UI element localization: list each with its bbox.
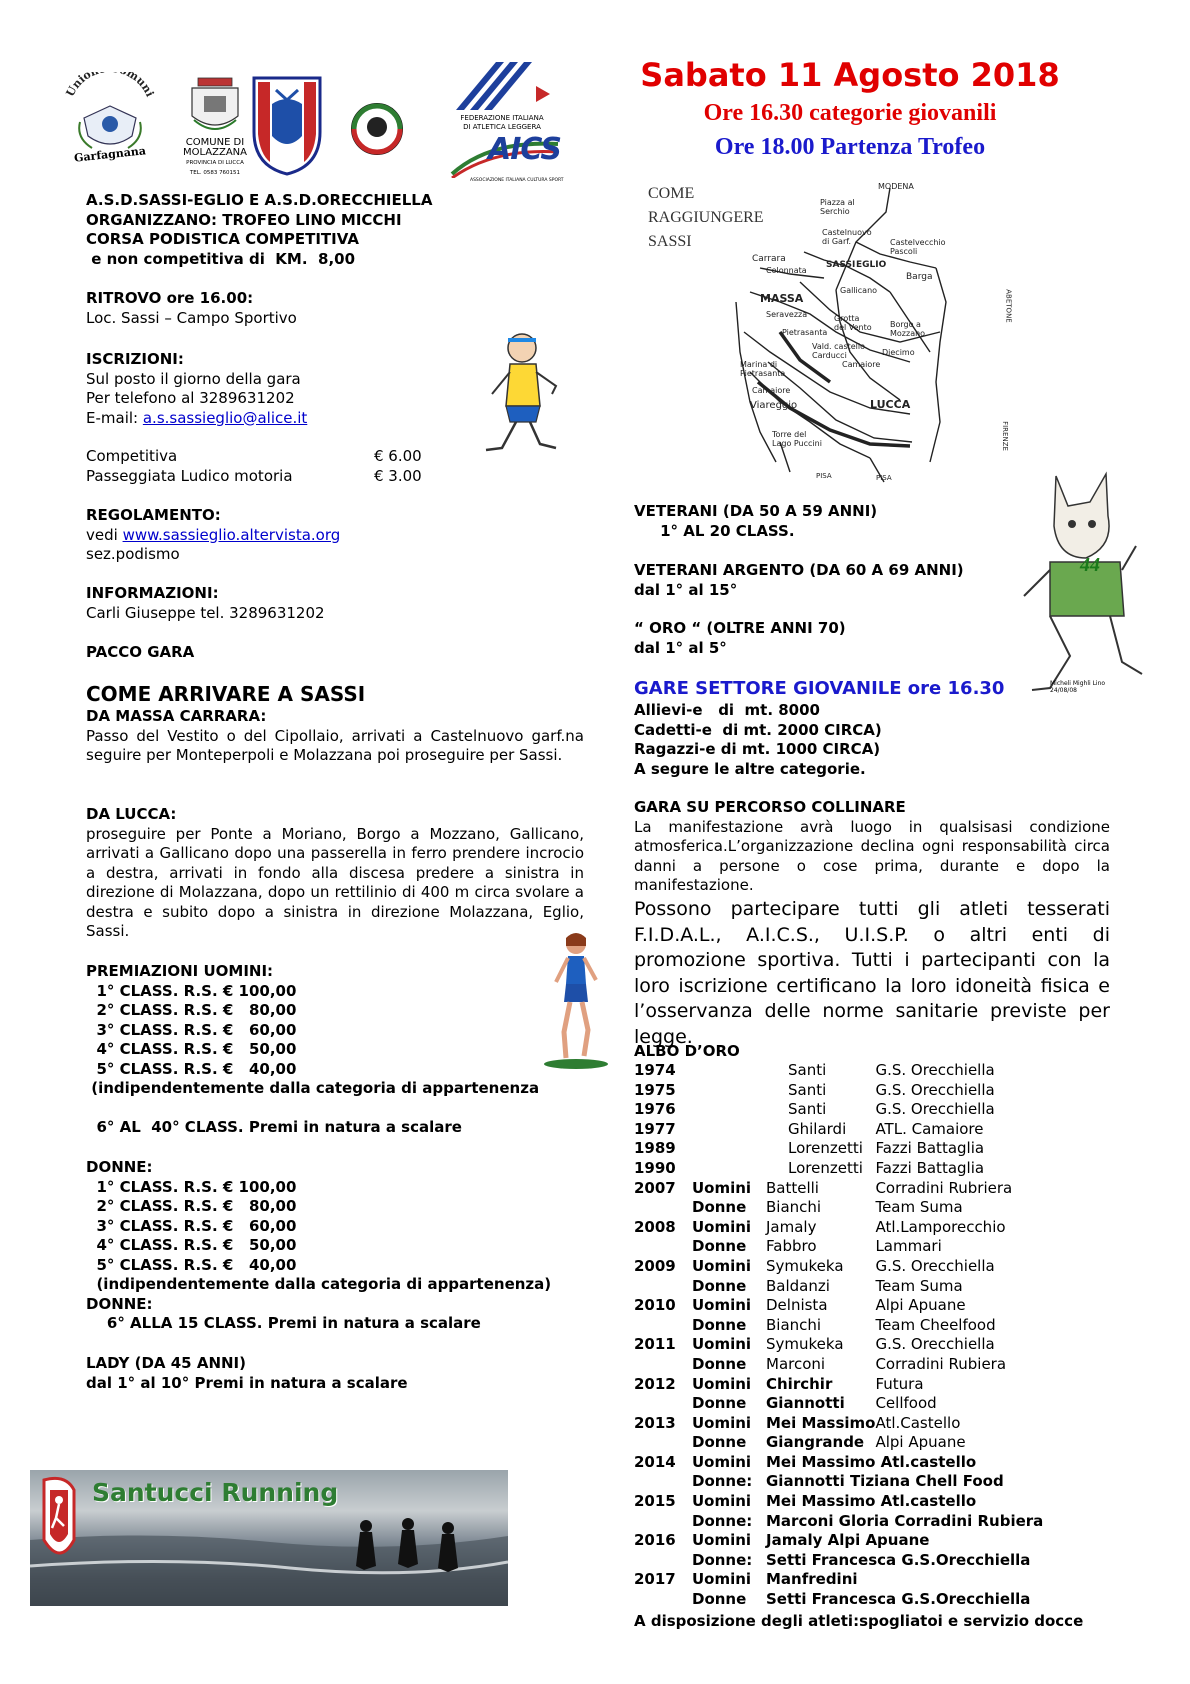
albo-year: [634, 1237, 692, 1257]
comune-line2: MOLAZZANA: [182, 147, 247, 158]
event-date: Sabato 11 Agosto 2018: [640, 56, 1060, 94]
iscrizioni-block: [86, 350, 307, 428]
albo-athlete: Manfredini: [766, 1570, 858, 1589]
albo-row: [634, 1218, 1075, 1238]
albo-athlete: Bianchi: [766, 1198, 822, 1217]
informazioni-block: [86, 584, 325, 623]
map-label: Grotta del Vento: [834, 314, 872, 332]
albo-category: Donne: [692, 1354, 747, 1373]
albo-year: [634, 1198, 692, 1218]
albo-team: G.S. Orecchiella: [875, 1080, 995, 1099]
indip-note: (indipendentemente dalla categoria di appartenenza: [86, 1079, 540, 1097]
map-label: Vald. castello Carducci: [812, 342, 866, 360]
map-label: Gallicano: [840, 286, 878, 295]
map-label: SASSI: [826, 260, 856, 270]
albo-team: Team Suma: [875, 1198, 963, 1217]
massa-block: [86, 707, 584, 766]
albo-category: Uomini: [692, 1492, 752, 1511]
albo-team: Lammari: [875, 1237, 942, 1256]
albo-year: 2017: [634, 1570, 676, 1589]
map-label: EGLIO: [856, 260, 887, 270]
giovanile-line: Allievi-e di mt. 8000: [634, 701, 820, 719]
albo-year: [634, 1472, 692, 1492]
albo-year: 2009: [634, 1256, 676, 1275]
regolamento-title: REGOLAMENTO:: [86, 506, 221, 524]
svg-text:Unione Comuni: [64, 72, 157, 99]
logo-aics: [450, 132, 564, 186]
albo-athlete: Chirchir: [766, 1374, 833, 1393]
albo-athlete: Marconi: [766, 1354, 826, 1373]
ritrovo-block: [86, 289, 297, 328]
lucca-title: DA LUCCA:: [86, 805, 177, 823]
logo-shield-emblem: [250, 74, 324, 176]
albo-team: Atl.Castello: [875, 1413, 961, 1432]
albo-oro-table: [634, 1061, 1075, 1610]
map-label: FIRENZE: [1000, 421, 1009, 451]
albo-row: [634, 1492, 1075, 1512]
fee-competitiva-value: € 6.00: [374, 447, 422, 465]
map-label: Camaiore: [752, 386, 791, 395]
regolamento-block: [86, 506, 340, 565]
albo-athlete: Santi: [788, 1100, 827, 1119]
oro-block: [634, 619, 846, 658]
prize-row: 4° CLASS. R.S. € 50,00: [86, 1236, 297, 1254]
albo-row: [634, 1316, 1075, 1336]
albo-row: [634, 1237, 1075, 1257]
albo-category: Donne: [692, 1237, 747, 1256]
argento-line: dal 1° al 15°: [634, 580, 738, 599]
albo-year: [634, 1316, 692, 1336]
albo-category: [692, 1061, 766, 1081]
albo-row: [634, 1100, 1075, 1120]
albo-year: 1974: [634, 1061, 676, 1079]
albo-year: [634, 1394, 692, 1414]
albo-athlete: Setti Francesca G.S.Orecchiella: [766, 1590, 1031, 1609]
partecipare-text: Possono partecipare tutti gli atleti tesserati F.I.D.A.L., A.I.C.S., U.I.S.P. o altri enti di promozione sportiva. Tutti i partecipanti con la loro iscrizione certificano la loro idoneità fisica e l’osservanza delle norme sanitarie previste per legge.: [634, 898, 1110, 1048]
map-label: Colonnata: [766, 266, 807, 275]
albo-category: Donne: [692, 1394, 747, 1413]
albo-year: 1976: [634, 1100, 676, 1119]
iscrizioni-line: Per telefono al 3289631202: [86, 389, 295, 407]
albo-team: G.S. Orecchiella: [875, 1335, 995, 1354]
map-label: Carrara: [752, 254, 786, 264]
albo-row: [634, 1139, 1075, 1159]
albo-athlete: Ghilardi: [788, 1119, 847, 1138]
indip-note: (indipendentemente dalla categoria di appartenenza): [86, 1275, 552, 1293]
albo-team: Corradini Rubiera: [875, 1354, 1007, 1373]
albo-category: Donne: [692, 1315, 747, 1334]
albo-category: Uomini: [692, 1335, 752, 1354]
albo-athlete: Giangrande: [766, 1433, 865, 1452]
email-label: E-mail:: [86, 408, 143, 427]
premiazioni-donne-block: [86, 1158, 551, 1334]
albo-team: Alpi Apuane: [875, 1296, 966, 1315]
oro-line: dal 1° al 5°: [634, 638, 727, 657]
albo-athlete: Marconi Gloria Corradini Rubiera: [766, 1511, 1044, 1530]
info-title: INFORMAZIONI:: [86, 584, 219, 602]
premiazioni-uomini-block: [86, 962, 539, 1099]
albo-athlete: Battelli: [766, 1178, 819, 1197]
unione-top-text: Unio muni: [63, 72, 157, 99]
email-line: [86, 409, 307, 429]
org-line: A.S.D.SASSI-EGLIO E A.S.D.ORECCHIELLA: [86, 191, 433, 209]
albo-athlete: Setti Francesca G.S.Orecchiella: [766, 1550, 1031, 1569]
map-label: Pietrasanta: [782, 328, 828, 337]
albo-row: [634, 1179, 1075, 1199]
prize-row: 2° CLASS. R.S. € 80,00: [86, 1197, 297, 1215]
albo-athlete: Lorenzetti: [788, 1139, 863, 1158]
albo-team: Fazzi Battaglia: [875, 1158, 985, 1177]
map-label: Barga: [906, 272, 933, 282]
collinare-text: La manifestazione avrà luogo in qualsisasi condizione atmosferica.L’organizzazione declina ogni responsabilità circa danni a persone o cose prima, durante e dopo la manifestazione.: [634, 817, 1110, 894]
map-label: PISA: [876, 474, 892, 482]
giovanile-line: A segure le altre categorie.: [634, 759, 866, 778]
veterani-title: VETERANI (DA 50 A 59 ANNI): [634, 502, 878, 520]
albo-row: [634, 1159, 1075, 1179]
mascot-caption: 24/08/08: [1050, 687, 1077, 694]
lucca-text: proseguire per Ponte a Moriano, Borgo a Mozzano, Gallicano, arrivati a Gallicano dopo una passerella in ferro prendere incrocio a destra, arrivati in fondo alla discesa predere a sinistra in direzione di Molazzana, dopo un rettilinio di 400 m circa svolare a destra e subito dopo a sinistra in direzione Molazzana, Eglio, Sassi.: [86, 824, 584, 940]
come-arrivare-title: COME ARRIVARE A SASSI: [86, 682, 366, 706]
fees-block: [86, 447, 436, 486]
map-label: LUCCA: [870, 398, 911, 411]
logo-comune-molazzana: [180, 76, 250, 176]
albo-category: [692, 1081, 766, 1101]
massa-title: DA MASSA CARRARA:: [86, 707, 267, 725]
albo-team: Futura: [875, 1374, 924, 1393]
lucca-block: [86, 805, 584, 942]
albo-row: [634, 1551, 1075, 1571]
albo-year: 2014: [634, 1452, 676, 1471]
albo-year: [634, 1551, 692, 1571]
albo-year: 2007: [634, 1178, 676, 1197]
comune-line1: COMUNE DI: [185, 137, 245, 148]
argento-title: VETERANI ARGENTO (DA 60 A 69 ANNI): [634, 561, 964, 579]
pacco-gara: PACCO GARA: [86, 643, 195, 661]
albo-row: [634, 1257, 1075, 1277]
albo-year: 2010: [634, 1296, 676, 1315]
ritrovo-title: RITROVO ore 16.00:: [86, 289, 254, 307]
giovanile-block: [634, 701, 882, 779]
albo-athlete: Mei Massimo: [766, 1413, 876, 1432]
prize-row: 5° CLASS. R.S. € 40,00: [86, 1255, 297, 1274]
map-title: COME: [648, 185, 695, 202]
albo-row: [634, 1335, 1075, 1355]
albo-category: Uomini: [692, 1570, 752, 1589]
albo-category: [692, 1100, 766, 1120]
albo-athlete: Giannotti Tiziana Chell Food: [766, 1472, 1004, 1491]
albo-athlete: Santi: [788, 1061, 827, 1079]
map-label: Piazza al Serchio: [820, 198, 855, 216]
map-label: MODENA: [878, 182, 914, 191]
albo-year: 2008: [634, 1217, 676, 1236]
albo-year: [634, 1277, 692, 1297]
iscrizioni-title: ISCRIZIONI:: [86, 350, 184, 368]
albo-athlete: Giannotti: [766, 1394, 845, 1413]
albo-row: [634, 1570, 1075, 1590]
albo-athlete: Santi: [788, 1080, 827, 1099]
map-label: Diecimo: [882, 348, 915, 357]
albo-team: Fazzi Battaglia: [875, 1139, 985, 1158]
albo-year: [634, 1512, 692, 1532]
veterani-line: 1° AL 20 CLASS.: [634, 521, 795, 540]
prize-row: 2° CLASS. R.S. € 80,00: [86, 1001, 297, 1019]
albo-athlete: Symukeka: [766, 1335, 844, 1354]
albo-athlete: Symukeka: [766, 1256, 844, 1275]
albo-category: [692, 1120, 766, 1140]
albo-row: [634, 1061, 1075, 1081]
sesto-uomini: 6° AL 40° CLASS. Premi in natura a scalare: [86, 1118, 462, 1136]
albo-row: [634, 1198, 1075, 1218]
albo-athlete: Jamaly Alpi Apuane: [766, 1531, 930, 1550]
albo-team: Alpi Apuane: [875, 1433, 966, 1452]
albo-year: 2012: [634, 1374, 676, 1393]
giovanile-title: GARE SETTORE GIOVANILE ore 16.30: [634, 678, 1005, 699]
runner-cartoon: [476, 326, 566, 466]
ritrovo-place: Loc. Sassi – Campo Sportivo: [86, 308, 297, 327]
argento-block: [634, 561, 964, 600]
fee-passeggiata-value: € 3.00: [374, 466, 422, 485]
lady-title: LADY (DA 45 ANNI): [86, 1354, 246, 1372]
map-label: Borgo a Mozzano: [890, 320, 926, 338]
collinare-title: GARA SU PERCORSO COLLINARE: [634, 798, 906, 816]
albo-year: [634, 1590, 692, 1610]
albo-category: Uomini: [692, 1413, 752, 1432]
org-line: ORGANIZZANO: TROFEO LINO MICCHI: [86, 210, 402, 229]
org-line: CORSA PODISTICA COMPETITIVA: [86, 230, 359, 248]
map-label: Viareggio: [750, 400, 798, 411]
albo-year: 1990: [634, 1158, 676, 1177]
albo-year: 1989: [634, 1139, 676, 1158]
fee-passeggiata-label: Passeggiata Ludico motoria: [86, 466, 293, 485]
albo-year: 2015: [634, 1492, 676, 1511]
oro-title: “ ORO “ (OLTRE ANNI 70): [634, 619, 846, 637]
albo-category: Uomini: [692, 1217, 752, 1236]
albo-category: Donne: [692, 1433, 747, 1452]
albo-row: [634, 1375, 1075, 1395]
albo-athlete: Delnista: [766, 1296, 828, 1315]
albo-row: [634, 1433, 1075, 1453]
albo-athlete: Mei Massimo Atl.castello: [766, 1452, 977, 1471]
mascot-number: 44: [1080, 554, 1100, 576]
albo-row: [634, 1531, 1075, 1551]
albo-row: [634, 1081, 1075, 1101]
albo-category: Uomini: [692, 1374, 752, 1393]
footer-note: A disposizione degli atleti:spogliatoi e servizio docce: [634, 1612, 1084, 1630]
albo-row: [634, 1355, 1075, 1375]
albo-category: Donne:: [692, 1550, 753, 1569]
albo-category: Donne:: [692, 1511, 753, 1530]
albo-row: [634, 1296, 1075, 1316]
map-label: Castelnuovo di Garf.: [822, 228, 872, 246]
santucci-banner: [30, 1470, 508, 1606]
albo-row: [634, 1120, 1075, 1140]
albo-year: 2011: [634, 1335, 676, 1354]
albo-category: Donne:: [692, 1472, 753, 1491]
mascot-caption: Micheli Mighli Lino: [1050, 680, 1106, 687]
albo-category: Donne: [692, 1590, 747, 1609]
prize-row: 1° CLASS. R.S. € 100,00: [86, 981, 297, 1000]
albo-category: Uomini: [692, 1452, 752, 1471]
comune-line4: TEL. 0583 760151: [189, 170, 241, 176]
fidal-line1: FEDERAZIONE ITALIANA: [460, 114, 544, 122]
female-runner-image: [540, 928, 612, 1072]
albo-row: [634, 1512, 1075, 1532]
giovanile-line: Cadetti-e di mt. 2000 CIRCA): [634, 720, 882, 739]
albo-team: Team Cheelfood: [875, 1315, 996, 1334]
map-label: Seravezza: [766, 310, 808, 319]
time-youth: Ore 16.30 categorie giovanili: [703, 100, 997, 126]
prize-row: 5° CLASS. R.S. € 40,00: [86, 1059, 297, 1078]
time-main: Ore 18.00 Partenza Trofeo: [714, 134, 986, 160]
iscrizioni-line: Sul posto il giorno della gara: [86, 369, 301, 388]
fee-competitiva-label: Competitiva: [86, 447, 178, 465]
albo-category: [692, 1159, 766, 1179]
regolamento-sez: sez.podismo: [86, 545, 180, 563]
prize-row: 1° CLASS. R.S. € 100,00: [86, 1177, 297, 1196]
albo-row: [634, 1414, 1075, 1434]
map-label: Marina di Pietrasanta: [740, 360, 786, 378]
albo-athlete: Jamaly: [766, 1217, 817, 1236]
albo-team: Atl.Lamporecchio: [875, 1217, 1006, 1236]
albo-year: 1977: [634, 1119, 676, 1138]
albo-athlete: Baldanzi: [766, 1276, 830, 1295]
santucci-wordmark: Santucci Running: [92, 1478, 339, 1507]
albo-team: G.S. Orecchiella: [875, 1256, 995, 1275]
collinare-block: [634, 798, 1110, 896]
donne-title-2: DONNE:: [86, 1294, 153, 1313]
map-label: ABETONE: [1004, 289, 1013, 323]
albo-category: Uomini: [692, 1256, 752, 1275]
fidal-line2: DI ATLETICA LEGGERA: [463, 123, 541, 131]
aics-wordmark: AICS: [488, 132, 561, 167]
lady-block: [86, 1354, 408, 1393]
albo-team: Team Suma: [875, 1276, 963, 1295]
email-link[interactable]: a.s.sassieglio@alice.it: [142, 408, 308, 427]
albo-year: [634, 1355, 692, 1375]
logo-circular-club: [350, 102, 404, 156]
sesto-donne: 6° ALLA 15 CLASS. Premi in natura a scalare: [86, 1314, 481, 1332]
albo-row: [634, 1472, 1075, 1492]
aics-subtitle: ASSOCIAZIONE ITALIANA CULTURA SPORT: [470, 178, 564, 183]
veterani-block: [634, 502, 877, 541]
unione-bottom-text: Garfagnana: [73, 144, 147, 165]
albo-team: Cellfood: [875, 1394, 937, 1413]
albo-team: Corradini Rubriera: [875, 1178, 1013, 1197]
prize-row: 3° CLASS. R.S. € 60,00: [86, 1216, 297, 1235]
albo-title: ALBO D’ORO: [634, 1042, 740, 1060]
regolamento-prefix: vedi: [86, 525, 123, 544]
map-label: Castelvecchio Pascoli: [890, 238, 946, 256]
map-label: MASSA: [760, 292, 804, 305]
albo-athlete: Lorenzetti: [788, 1158, 863, 1177]
map-title: SASSI: [648, 233, 692, 250]
albo-row: [634, 1394, 1075, 1414]
prize-row: 4° CLASS. R.S. € 50,00: [86, 1040, 297, 1058]
giovanile-line: Ragazzi-e di mt. 1000 CIRCA): [634, 740, 881, 758]
info-line: Carli Giuseppe tel. 3289631202: [86, 603, 325, 622]
albo-category: Donne: [692, 1198, 747, 1217]
albo-row: [634, 1277, 1075, 1297]
donne-title: DONNE:: [86, 1158, 153, 1176]
albo-row: [634, 1590, 1075, 1610]
albo-year: 2016: [634, 1531, 676, 1550]
albo-year: [634, 1433, 692, 1453]
albo-row: [634, 1453, 1075, 1473]
albo-year: 1975: [634, 1080, 676, 1099]
albo-team: G.S. Orecchiella: [875, 1061, 995, 1079]
albo-athlete: Bianchi: [766, 1315, 822, 1334]
comune-line3: PROVINCIA DI LUCCA: [186, 160, 244, 166]
albo-category: Uomini: [692, 1296, 752, 1315]
map-label: Camaiore: [842, 360, 881, 369]
albo-category: Uomini: [692, 1178, 752, 1197]
albo-athlete: Mei Massimo Atl.castello: [766, 1492, 977, 1511]
map-label: Torre del Lago Puccini: [772, 430, 822, 448]
albo-team: G.S. Orecchiella: [875, 1100, 995, 1119]
lady-line: dal 1° al 10° Premi in natura a scalare: [86, 1373, 408, 1392]
massa-text: Passo del Vestito o del Cipollaio, arrivati a Castelnuovo garf.na seguire per Monteperpoli e Molazzana poi proseguire per Sassi.: [86, 726, 584, 764]
albo-year: 2013: [634, 1413, 676, 1432]
prize-row: 3° CLASS. R.S. € 60,00: [86, 1020, 297, 1039]
map-title: RAGGIUNGERE: [648, 209, 764, 226]
cat-mascot: [1010, 466, 1150, 706]
albo-athlete: Fabbro: [766, 1237, 817, 1256]
map-sketch: [640, 182, 1025, 488]
logo-fidal: [446, 58, 558, 140]
prem-uomini-title: PREMIAZIONI UOMINI:: [86, 962, 274, 980]
albo-category: [692, 1139, 766, 1159]
albo-category: Uomini: [692, 1531, 752, 1550]
organizers-block: [86, 191, 432, 269]
logo-unione-comuni: [62, 72, 158, 164]
regolamento-link[interactable]: www.sassieglio.altervista.org: [122, 525, 341, 544]
org-line: e non competitiva di KM. 8,00: [86, 249, 356, 268]
albo-team: ATL. Camaiore: [875, 1119, 984, 1138]
map-label: PISA: [816, 472, 832, 480]
albo-category: Donne: [692, 1276, 747, 1295]
